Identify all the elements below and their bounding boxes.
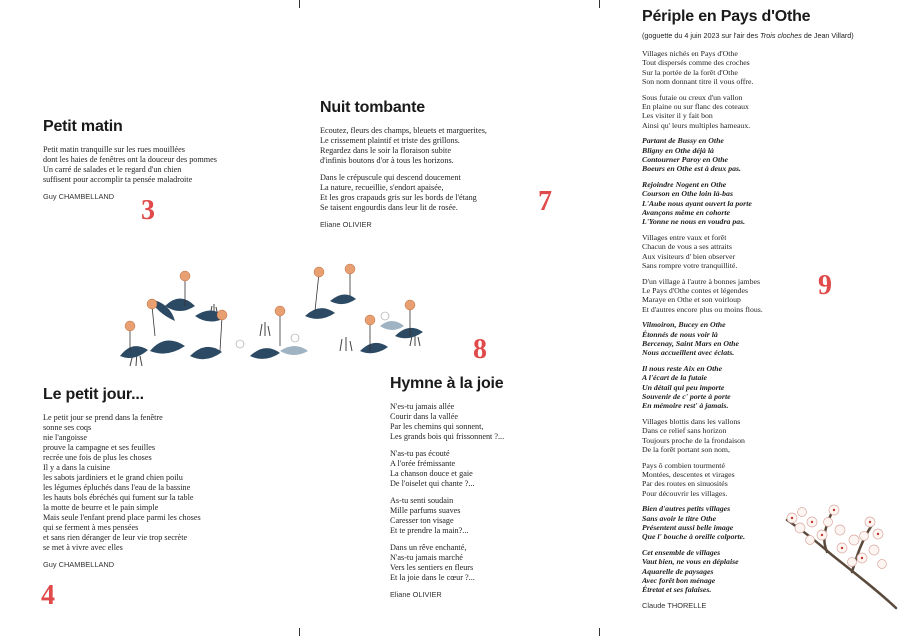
stanza: [43, 413, 201, 553]
fold-mark-bottom-right: [599, 628, 600, 636]
verse-line: Étonnés de nous voir là: [642, 329, 718, 339]
poem-hymne-a-la-joie: [390, 375, 504, 599]
verse-line: Villages nichés en Pays d'Othe: [642, 49, 738, 58]
verse-line: Par des routes en sinuosités: [642, 479, 728, 489]
verse-line: Cet ensemble de villages: [642, 548, 721, 558]
verse-line: se met à vivre avec elles: [43, 543, 123, 552]
page-number-8: 8: [473, 334, 487, 365]
verse-line: Courson en Othe loin là-bas: [642, 189, 733, 199]
verse-line: Partant de Bussy en Othe: [642, 136, 724, 146]
verse-line: Chacun de vous a ses attraits: [642, 242, 732, 252]
verse-line: De l'oiselet qui chante ?...: [390, 479, 475, 488]
verse-line: suffisent pour accomplir ta pensée maladroite: [43, 175, 193, 184]
poem-nuit-tombante: [320, 99, 487, 229]
fold-mark-top-left: [299, 0, 300, 8]
verse-line: nie l'angoisse: [43, 433, 87, 442]
verse-line: Villages entre vaux et forêt: [642, 233, 727, 243]
verse-line: Les grands bois qui frissonnent ?...: [390, 432, 505, 441]
stanza: [390, 496, 504, 536]
grass-tufts: [130, 304, 420, 366]
verse-line: Villages blottis dans les vallons: [642, 417, 741, 427]
poem-petit-jour: [43, 386, 201, 569]
poem-title: Le petit jour...: [43, 386, 144, 403]
verse-line: En plaine ou sur flanc des coteaux: [642, 101, 749, 111]
verse-line: Mille parfums suaves: [390, 506, 461, 515]
poem-title: Nuit tombante: [320, 99, 425, 116]
fold-mark-bottom-left: [299, 628, 300, 636]
stanza: [642, 49, 854, 86]
verse-line: qui se ferment à mes pensées: [43, 523, 139, 532]
verse-line: Pays ô combien tourmenté: [642, 460, 725, 470]
verse-line: De la forêt portant son nom,: [642, 444, 730, 454]
verse-line: Vers les sentiers en fleurs: [390, 563, 474, 572]
verse-line: N'as-tu pas écouté: [390, 449, 450, 458]
verse-line: Contourner Paroy en Othe: [642, 154, 728, 164]
verse-line: Courir dans la vallée: [390, 412, 458, 421]
verse-line: Sur la portée de la forêt d'Othe: [642, 67, 738, 77]
stanza: [320, 173, 487, 213]
stanza: [43, 145, 217, 185]
verse-line: Les visiter il y fait bon: [642, 111, 713, 121]
stanza: [642, 180, 854, 226]
verse-line: D'un village à l'autre à bonnes jambes: [642, 276, 760, 286]
verse-line: dont les haies de fenêtres ont la douceur des pommes: [43, 155, 217, 164]
verse-line: les hauts bols ébréchés qui fument sur la table: [43, 493, 194, 502]
verse-line: Et les gros crapauds gris sur les bords de l'étang: [320, 193, 477, 202]
stanza: [642, 461, 854, 498]
verse-line: Et d'autres encore plus ou moins flous.: [642, 304, 763, 314]
verse-line: Étretat et ses falaises.: [642, 585, 712, 595]
poem-title: Périple en Pays d'Othe: [642, 8, 811, 25]
subtitle-text: de Jean Villard): [801, 31, 854, 40]
verse-line: Un détail qui peu importe: [642, 382, 725, 392]
verse-line: As-tu senti soudain: [390, 496, 454, 505]
verse-line: Maraye en Othe et son voirloup: [642, 295, 741, 305]
verse-line: Bligny en Othe déjà là: [642, 145, 714, 155]
verse-line: N'as-tu jamais marché: [390, 553, 463, 562]
stanza: [390, 449, 504, 489]
poem-author: Eliane OLIVIER: [390, 590, 442, 599]
verse-line: Pour découvrir les villages.: [642, 488, 728, 498]
verse-line: Montées, descentes et virages: [642, 470, 735, 480]
verse-line: Souvenir de c' porte à porte: [642, 392, 731, 401]
verse-line: Rejoindre Nogent en Othe: [642, 180, 727, 190]
verse-line: Le Pays d'Othe contes et légendes: [642, 286, 748, 296]
verse-line: Dans ce relief sans horizon: [642, 426, 727, 436]
verse-line: Un carré de salades et le regard d'un chien: [43, 165, 182, 174]
verse-line: Tout dispersés comme des croches: [642, 58, 750, 68]
verse-line: Caresser ton visage: [390, 516, 454, 525]
verse-line: et sans rien déranger de leur vie trop secrète: [43, 533, 188, 542]
verse-line: sonne ses coqs: [43, 423, 92, 432]
verse-line: les légumes épluchés dans l'eau de la bassine: [43, 483, 191, 492]
verse-line: Petit matin tranquille sur les rues mouillées: [43, 145, 185, 154]
page-number-9: 9: [818, 270, 832, 301]
stanza: [642, 233, 854, 270]
verse-line: Aux visiteurs d' bien observer: [642, 251, 736, 261]
verse-line: Avec forêt bon ménage: [642, 576, 716, 586]
verse-line: Boeurs en Othe est à deux pas.: [642, 164, 741, 174]
poem-title: Hymne à la joie: [390, 375, 504, 392]
verse-line: Ecoutez, fleurs des champs, bleuets et marguerites,: [320, 126, 487, 135]
verse-line: Vilmoiron, Bucey en Othe: [642, 320, 726, 330]
verse-line: Le petit jour se prend dans la fenêtre: [43, 413, 163, 422]
verse-line: Il y a dans la cuisine: [43, 463, 111, 472]
verse-line: A l'écart de la futaie: [642, 373, 707, 383]
stanza: [320, 126, 487, 166]
verse-line: Nous accueillent avec éclats.: [642, 348, 735, 358]
verse-line: La nature, recueillie, s'endort apaisée,: [320, 183, 444, 192]
verse-line: Présentent aussi belle image: [642, 523, 734, 533]
verse-line: Par les chemins qui sonnent,: [390, 422, 484, 431]
page-number-4: 4: [41, 580, 55, 611]
stanza: [390, 402, 504, 442]
verse-line: Il nous reste Aix en Othe: [642, 364, 723, 374]
page-number-7: 7: [538, 186, 552, 217]
stanza: [390, 543, 504, 583]
blossom-branch-illustration: [782, 500, 899, 610]
flower-heads: [125, 264, 415, 331]
verse-line: Toujours proche de la frondaison: [642, 435, 745, 445]
subtitle-song-title: Trois cloches: [760, 31, 802, 40]
verse-line: Le crissement plaintif et triste des grillons.: [320, 136, 460, 145]
subtitle-text: (goguette du 4 juin 2023 sur l'air des: [642, 31, 761, 40]
poem-subtitle: [642, 31, 854, 40]
verse-line: Et te prendre la main?...: [390, 526, 469, 535]
stanza: [642, 417, 854, 454]
stanza: [642, 136, 854, 173]
stanza: [642, 364, 854, 410]
poem-author: Guy CHAMBELLAND: [43, 560, 115, 569]
verse-line: Vaut bien, ne vous en déplaise: [642, 557, 739, 567]
verse-line: Bercenay, Saint Mars en Othe: [642, 339, 739, 349]
stanza: [642, 320, 854, 357]
verse-line: Aquarelle de paysages: [642, 566, 714, 576]
verse-line: A l'orée frémissante: [390, 459, 456, 468]
wildflower-illustration: [110, 256, 440, 374]
verse-line: Que l' bouche à oreille colporte.: [642, 532, 746, 542]
verse-line: La chanson douce et gaie: [390, 469, 473, 478]
verse-line: prouve la campagne et ses feuilles: [43, 443, 156, 452]
stanza: [642, 93, 854, 130]
leaves: [120, 294, 423, 359]
verse-line: d'infinis boutons d'or à tous les horizons.: [320, 156, 454, 165]
verse-line: Avançons même en cohorte: [642, 207, 730, 217]
poem-author: Claude THORELLE: [642, 601, 707, 611]
page-number-3: 3: [141, 195, 155, 226]
verse-line: Sans rompre votre tranquillité.: [642, 260, 738, 270]
verse-line: recrée une fois de plus les choses: [43, 453, 152, 462]
verse-line: L'Aube nous ayant ouvert la porte: [642, 198, 752, 208]
verse-line: Son nom donnant titre il vous offre.: [642, 76, 754, 86]
verse-line: En mémoire rest' à jamais.: [642, 401, 729, 411]
verse-line: L'Yonne ne nous en voudra pas.: [642, 217, 746, 227]
poem-title: Petit matin: [43, 118, 123, 135]
verse-line: Et la joie dans le cœur ?...: [390, 573, 475, 582]
verse-line: Dans un rêve enchanté,: [390, 543, 467, 552]
verse-line: Sous futaie ou creux d'un vallon: [642, 92, 743, 102]
verse-line: Mais seule l'enfant prend place parmi les choses: [43, 513, 201, 522]
stems: [130, 270, 410, 351]
verse-line: Regardez dans le soir la floraison subite: [320, 146, 451, 155]
verse-line: la motte de beurre et le pain simple: [43, 503, 159, 512]
verse-line: Se taisent engourdis dans leur lit de rosée.: [320, 203, 458, 212]
verse-line: Ainsi qu' leurs multiples hameaux.: [642, 120, 751, 130]
verse-line: les sabots jardiniers et le grand chien poilu: [43, 473, 183, 482]
verse-line: Dans le crépuscule qui descend doucement: [320, 173, 461, 182]
poem-author: Eliane OLIVIER: [320, 220, 372, 229]
poem-author: Guy CHAMBELLAND: [43, 192, 115, 201]
verse-line: Sans avoir le titre Othe: [642, 513, 717, 523]
fold-mark-top-right: [599, 0, 600, 8]
poem-petit-matin: [43, 118, 217, 201]
verse-line: Bien d'autres petits villages: [642, 504, 731, 514]
verse-line: N'es-tu jamais allée: [390, 402, 455, 411]
